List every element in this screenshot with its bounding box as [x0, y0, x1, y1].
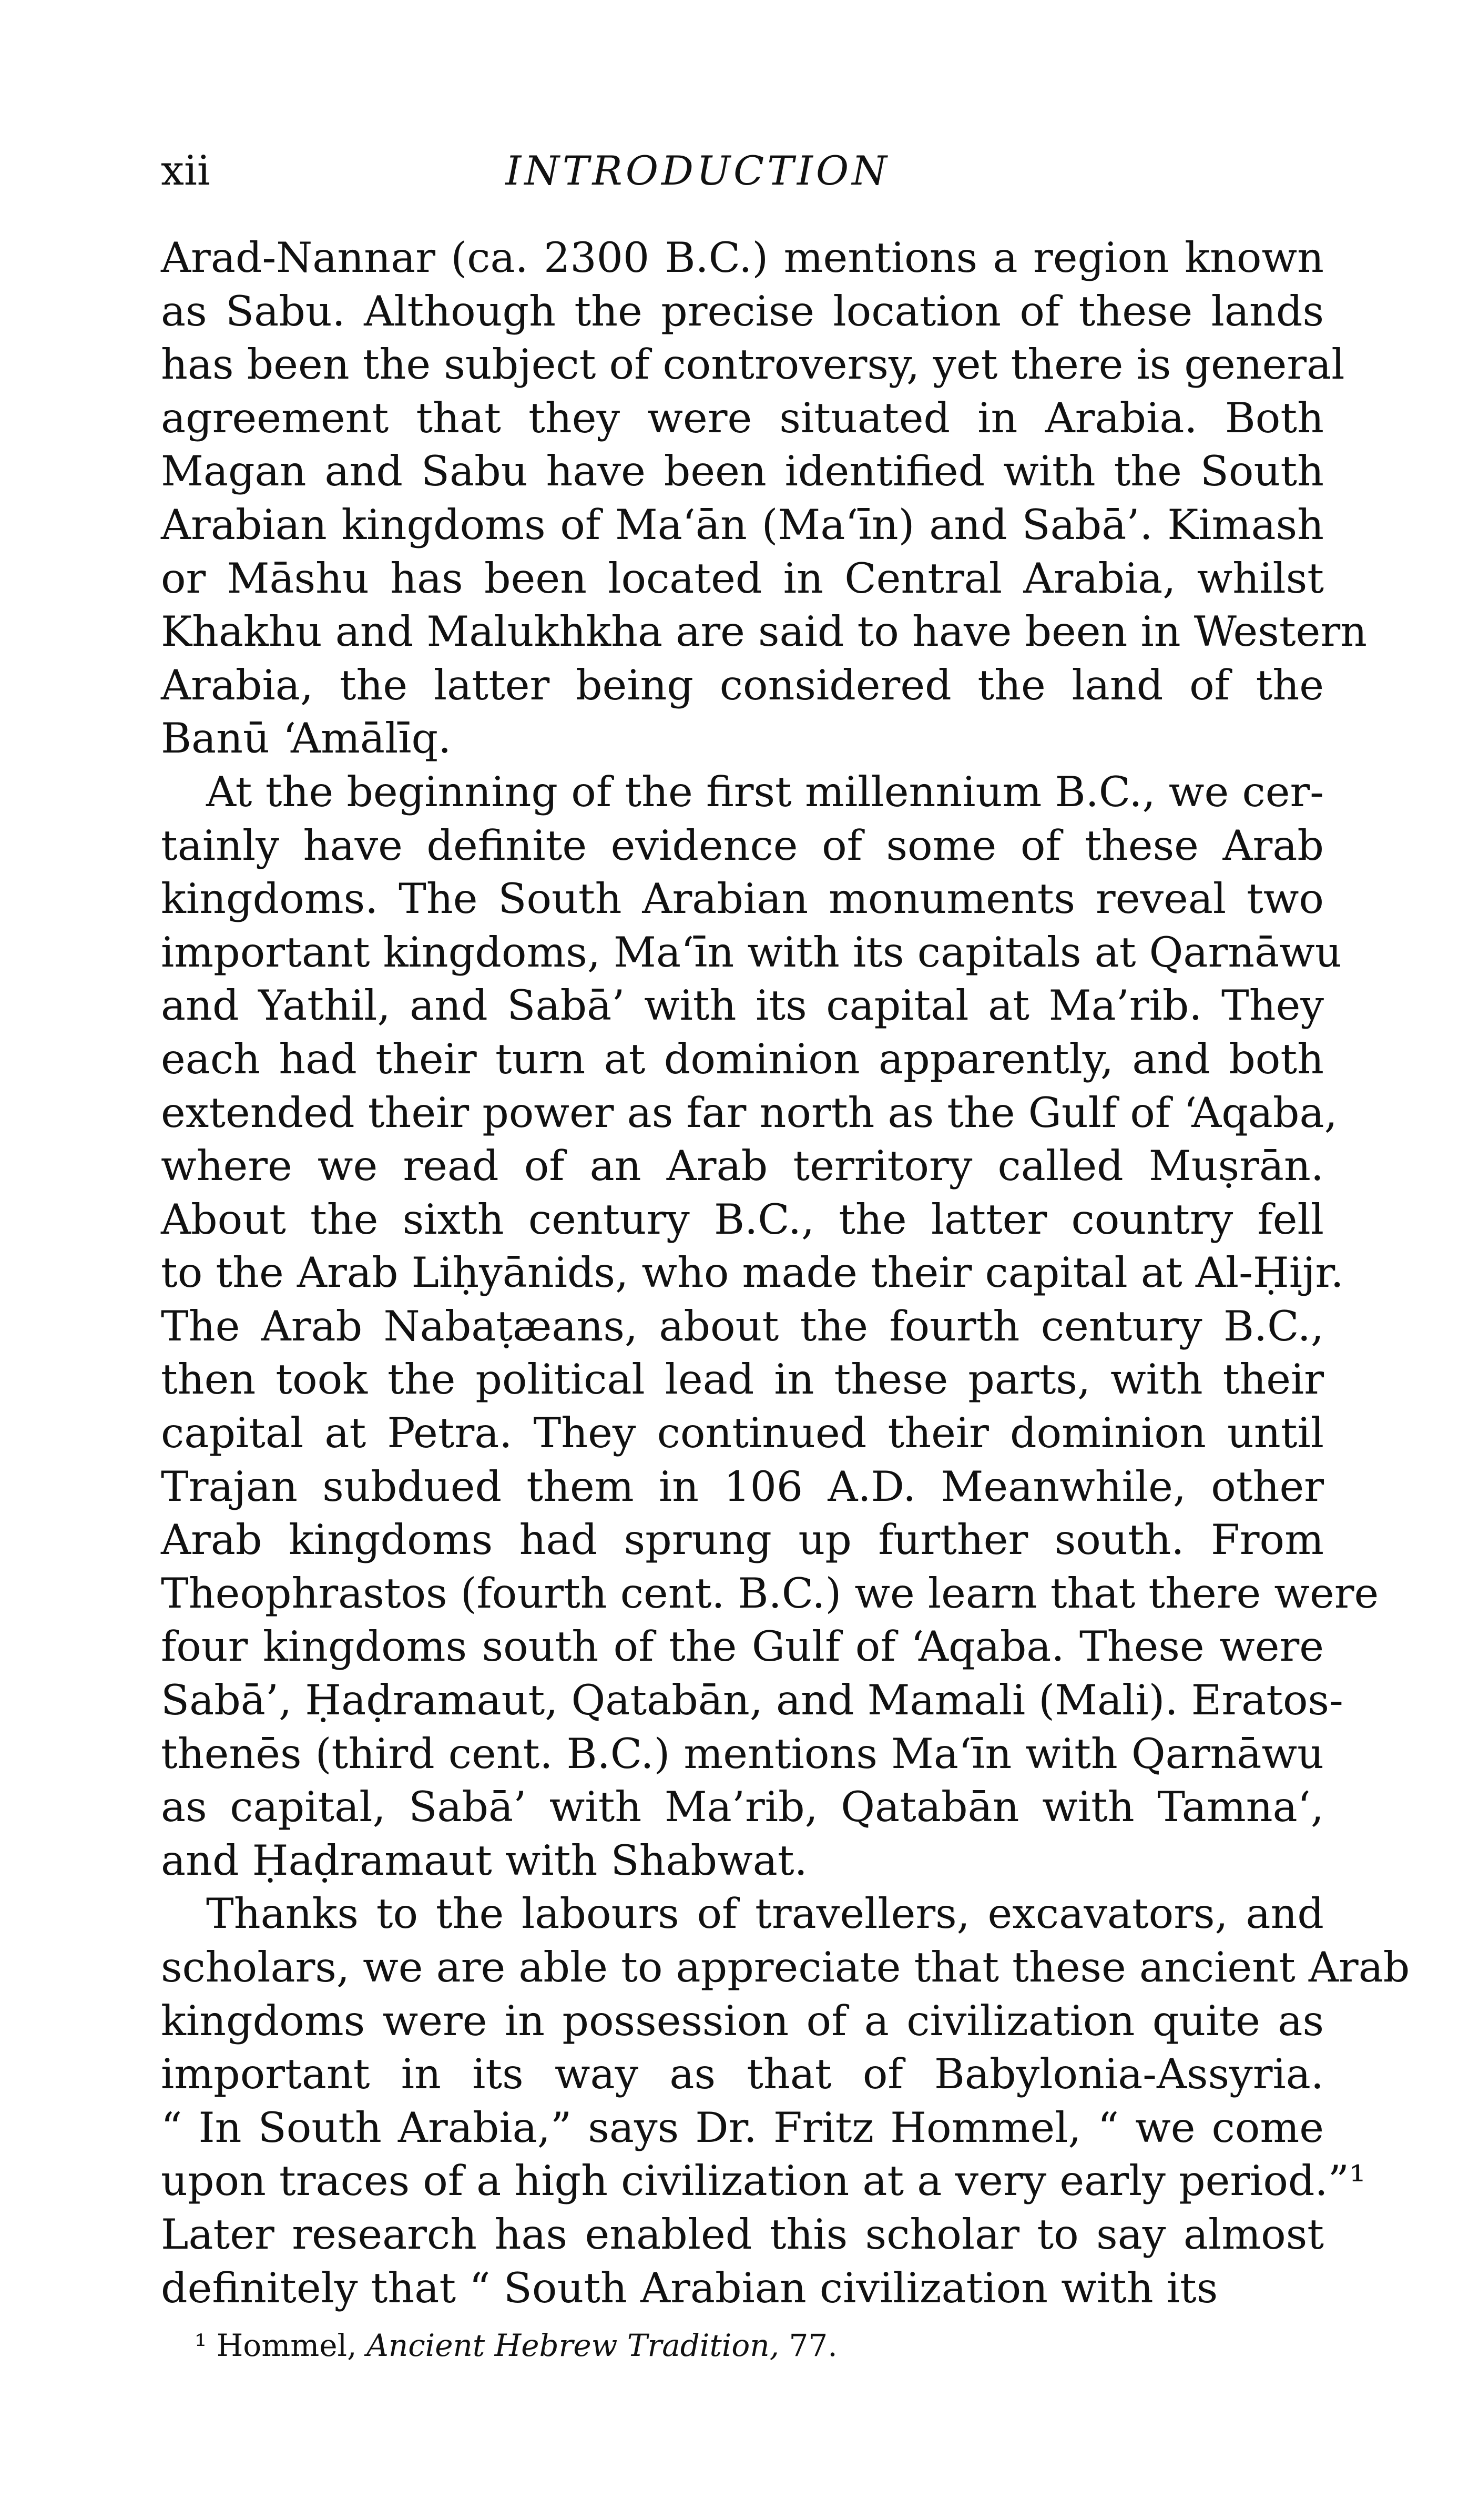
- text-line: as Sabu. Although the precise location of these lands: [161, 287, 1324, 336]
- text-line: About the sixth century B.C., the latter country fell: [161, 1195, 1324, 1244]
- footnote-page: 77.: [789, 2328, 838, 2363]
- text-line: important kingdoms, Ma‘īn with its capitals at Qarnāwu: [161, 928, 1342, 977]
- text-line: where we read of an Arab territory called Muṣrān.: [161, 1142, 1324, 1191]
- text-line: agreement that they were situated in Arabia. Both: [161, 393, 1324, 442]
- text-line: to the Arab Liḥyānids, who made their capital at Al-Ḥijr.: [161, 1248, 1344, 1297]
- text-line: tainly have definite evidence of some of these Arab: [161, 821, 1324, 870]
- text-line: extended their power as far north as the Gulf of ‘Aqaba,: [161, 1088, 1338, 1137]
- text-line: kingdoms were in possession of a civilization quite as: [161, 1996, 1324, 2045]
- page-number: xii: [161, 147, 210, 195]
- text-line: and Yathil, and Sabā’ with its capital at Ma’rib. They: [161, 981, 1324, 1030]
- text-line: Arabian kingdoms of Ma‘ān (Ma‘īn) and Sabā’. Kimash: [161, 500, 1324, 549]
- text-line: Arad-Nannar (ca. 2300 B.C.) mentions a region known: [161, 233, 1324, 282]
- running-title: INTRODUCTION: [505, 147, 890, 194]
- text-line: each had their turn at dominion apparently, and both: [161, 1034, 1324, 1083]
- body-text: [161, 231, 1410, 2315]
- text-line: or Māshu has been located in Central Arabia, whilst: [161, 554, 1324, 603]
- text-line: four kingdoms south of the Gulf of ‘Aqaba. These were: [161, 1622, 1324, 1671]
- text-line: important in its way as that of Babylonia-Assyria.: [161, 2050, 1324, 2099]
- text-line: Arabia, the latter being considered the land of the: [161, 661, 1324, 709]
- text-line: as capital, Sabā’ with Ma’rib, Qatabān with Tamna‘,: [161, 1783, 1324, 1832]
- footnote-author: Hommel,: [216, 2328, 357, 2363]
- text-line: scholars, we are able to appreciate that these ancient Arab: [161, 1943, 1410, 1991]
- footnote-marker: ¹: [195, 2328, 207, 2363]
- text-line: Trajan subdued them in 106 A.D. Meanwhile, other: [161, 1462, 1324, 1511]
- text-line: upon traces of a high civilization at a very early period.”¹: [161, 2157, 1366, 2206]
- text-line: “ In South Arabia,” says Dr. Fritz Hommel, “ we come: [161, 2103, 1324, 2152]
- page-header: [161, 142, 1324, 200]
- text-line: Banū ‘Amālīq.: [161, 714, 452, 763]
- text-line: Thanks to the labours of travellers, excavators, and: [206, 1889, 1324, 1938]
- text-line: Khakhu and Malukhkha are said to have been in Western: [161, 607, 1367, 656]
- text-line: has been the subject of controversy, yet there is general: [161, 340, 1345, 389]
- text-line: and Ḥaḍramaut with Shabwat.: [161, 1836, 808, 1885]
- text-line: thenēs (third cent. B.C.) mentions Ma‘īn with Qarnāwu: [161, 1729, 1324, 1778]
- text-line: Later research has enabled this scholar to say almost: [161, 2210, 1324, 2259]
- text-line: capital at Petra. They continued their dominion until: [161, 1409, 1324, 1458]
- text-line: Magan and Sabu have been identified with the South: [161, 447, 1324, 496]
- text-line: At the beginning of the first millennium B.C., we cer-: [206, 767, 1324, 816]
- text-line: Theophrastos (fourth cent. B.C.) we learn that there were: [161, 1569, 1379, 1618]
- text-line: Arab kingdoms had sprung up further south. From: [161, 1516, 1324, 1564]
- footnote-work: Ancient Hebrew Tradition,: [366, 2328, 780, 2363]
- text-line: then took the political lead in these parts, with their: [161, 1355, 1324, 1404]
- footnote: [195, 2324, 838, 2366]
- text-line: definitely that “ South Arabian civilization with its: [161, 2263, 1218, 2312]
- text-line: Sabā’, Ḥaḍramaut, Qatabān, and Mamali (Mali). Eratos-: [161, 1676, 1343, 1725]
- text-line: kingdoms. The South Arabian monuments reveal two: [161, 875, 1324, 923]
- text-line: The Arab Nabaṭæans, about the fourth century B.C.,: [161, 1302, 1324, 1350]
